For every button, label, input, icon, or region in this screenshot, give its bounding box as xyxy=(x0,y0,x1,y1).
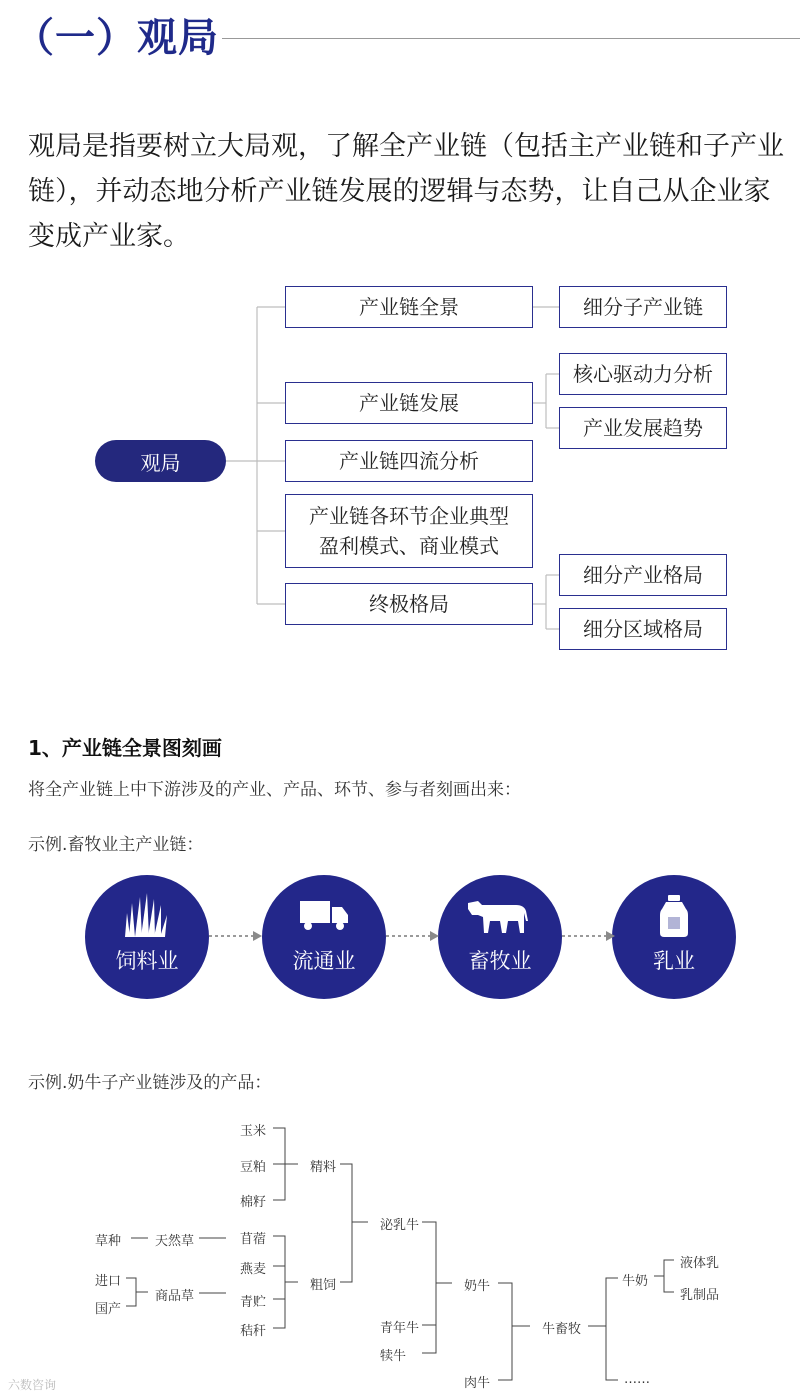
example-label-main-chain: 示例.畜牧业主产业链： xyxy=(28,835,204,855)
chain-node-label: 饲料业 xyxy=(115,949,179,973)
branch-four-flows: 产业链四流分析 xyxy=(285,440,533,482)
tree-item-oats: 燕麦 xyxy=(240,1262,267,1277)
tree-node-seed: 草种 xyxy=(95,1234,122,1249)
tree-node-calf: 犊牛 xyxy=(380,1349,407,1364)
subsection-title: 1、产业链全景图刻画 xyxy=(28,736,222,760)
section-title: （一）观局 xyxy=(14,15,219,61)
example-label-sub-chain: 示例.奶牛子产业链涉及的产品： xyxy=(28,1073,272,1093)
tree-item-dairy-products: 乳制品 xyxy=(680,1288,720,1303)
leaf-regional-pattern: 细分区域格局 xyxy=(559,608,727,650)
chain-node-label: 畜牧业 xyxy=(468,949,532,973)
tree-node-roughage: 粗饲 xyxy=(310,1278,337,1293)
leaf-trend: 产业发展趋势 xyxy=(559,407,727,449)
tree-item-corn: 玉米 xyxy=(240,1124,267,1139)
branch-ultimate-pattern: 终极格局 xyxy=(285,583,533,625)
tree-node-concentrate: 精料 xyxy=(310,1160,337,1175)
tree-node-ellipsis: …… xyxy=(624,1372,650,1387)
branch-development: 产业链发展 xyxy=(285,382,533,424)
tree-item-liquid-milk: 液体乳 xyxy=(680,1256,720,1271)
tree-node-import: 进口 xyxy=(95,1274,122,1289)
watermark: 六数咨询 xyxy=(8,1378,57,1392)
tree-node-domestic: 国产 xyxy=(95,1302,122,1317)
tree-node-beef-cow: 肉牛 xyxy=(464,1376,491,1391)
chain-node-label: 乳业 xyxy=(653,949,695,973)
leaf-core-driver: 核心驱动力分析 xyxy=(559,353,727,395)
tree-item-cottonseed: 棉籽 xyxy=(240,1195,267,1210)
tree-node-commercial-grass: 商品草 xyxy=(155,1289,195,1304)
chain-node-label: 流通业 xyxy=(292,949,356,973)
outline-root: 观局 xyxy=(95,440,226,482)
tree-node-heifer: 青年牛 xyxy=(380,1321,420,1336)
tree-node-natural-grass: 天然草 xyxy=(155,1234,195,1249)
tree-node-lactating-cow: 泌乳牛 xyxy=(380,1218,420,1233)
tree-item-alfalfa: 苜蓿 xyxy=(240,1232,267,1247)
tree-item-silage: 青贮 xyxy=(240,1295,267,1310)
subsection-description: 将全产业链上中下游涉及的产业、产品、环节、参与者刻画出来： xyxy=(28,780,521,800)
tree-node-dairy-cow: 奶牛 xyxy=(464,1279,491,1294)
leaf-sub-chain: 细分子产业链 xyxy=(559,286,727,328)
branch-business-models: 产业链各环节企业典型 盈利模式、商业模式 xyxy=(285,494,533,568)
tree-node-husbandry: 牛畜牧 xyxy=(542,1322,582,1337)
intro-paragraph: 观局是指要树立大局观，了解全产业链（包括主产业链和子产业链），并动态地分析产业链发展的逻辑与态势，让自己从企业家变成产业家。 xyxy=(28,131,784,252)
leaf-industry-pattern: 细分产业格局 xyxy=(559,554,727,596)
branch-panorama: 产业链全景 xyxy=(285,286,533,328)
tree-item-soymeal: 豆粕 xyxy=(240,1160,267,1175)
tree-item-straw: 秸秆 xyxy=(240,1324,267,1339)
tree-node-milk: 牛奶 xyxy=(622,1274,649,1289)
